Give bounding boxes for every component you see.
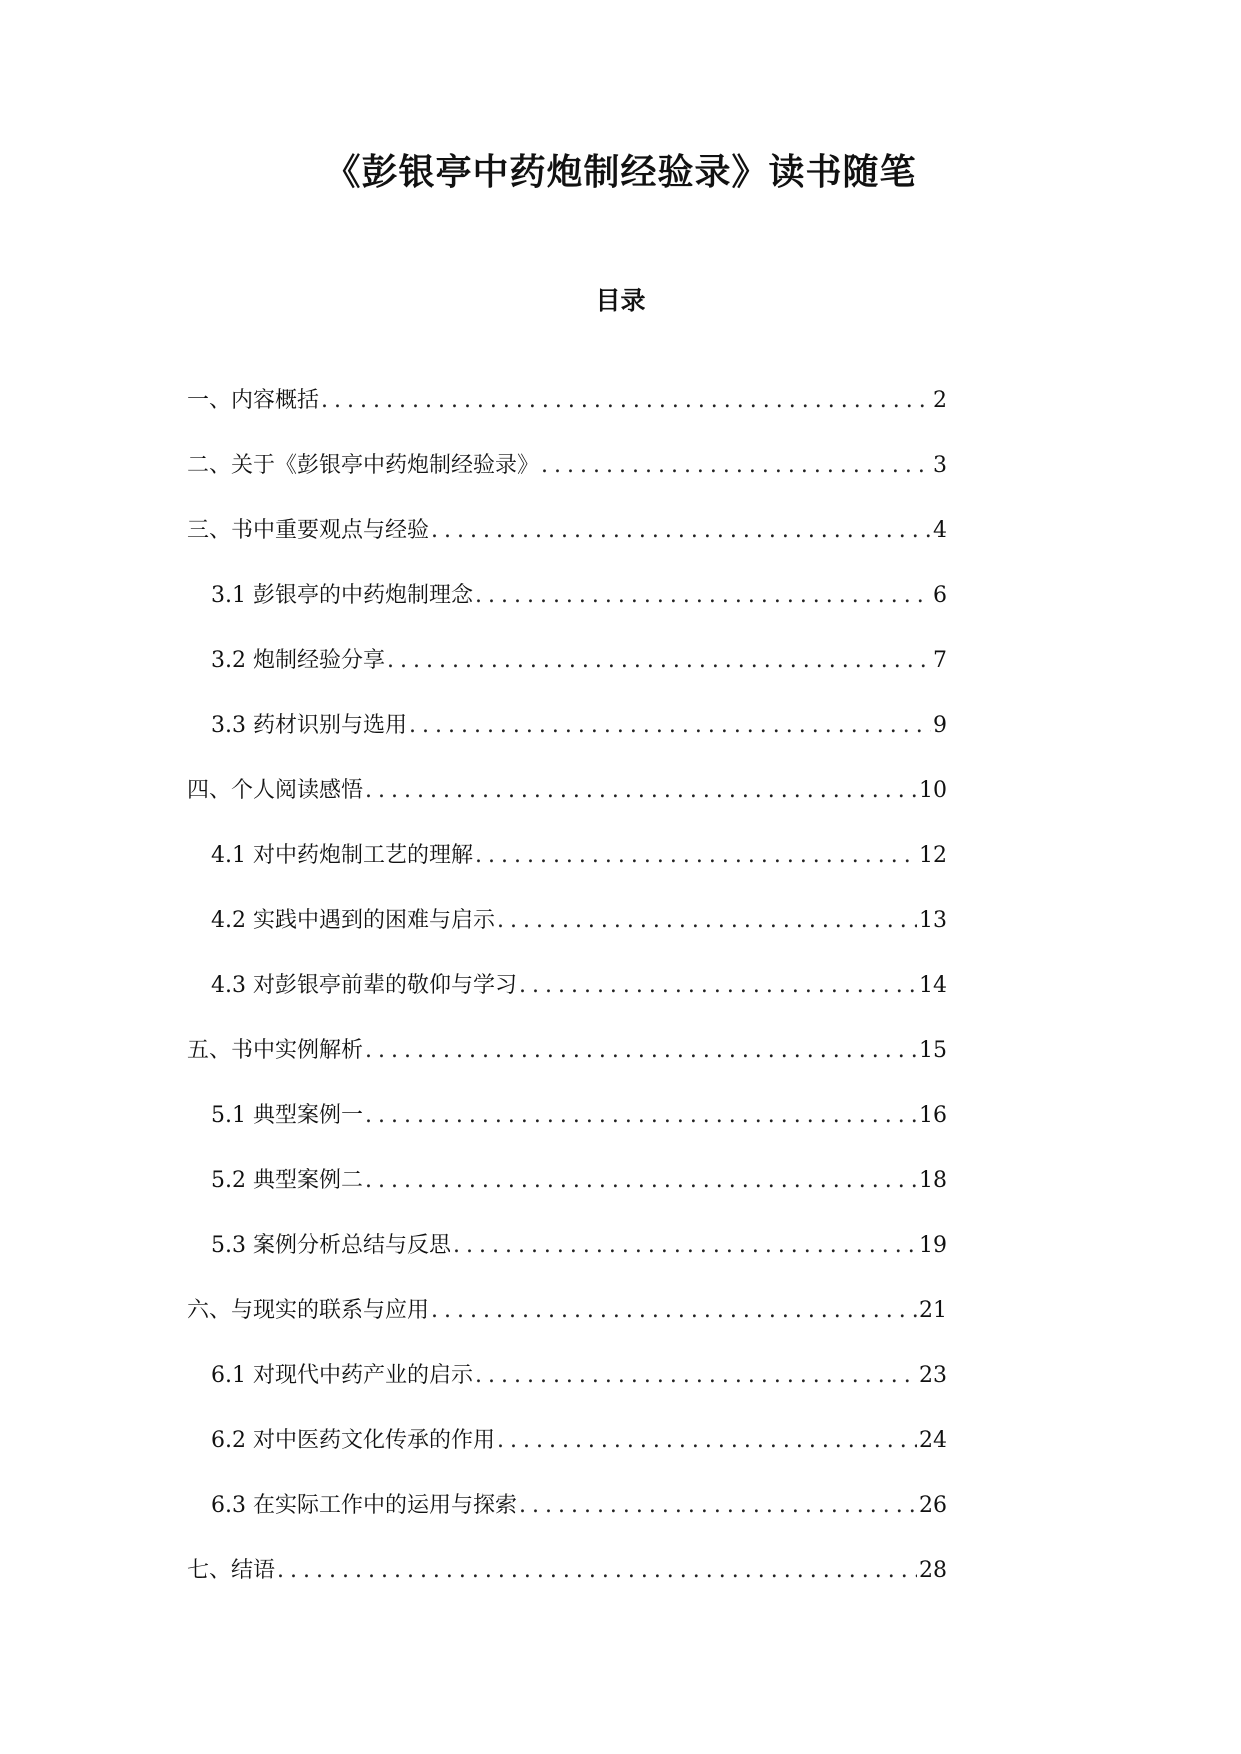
toc-heading: 目录 xyxy=(595,286,646,315)
toc-entry-page: 28 xyxy=(919,1558,947,1583)
toc-dot-leader xyxy=(475,839,917,873)
toc-entry[interactable] xyxy=(187,384,947,449)
toc-entry-label: 三、书中重要观点与经验 xyxy=(187,518,430,543)
toc-dot-leader xyxy=(321,384,931,418)
toc-subentry[interactable] xyxy=(187,644,947,709)
toc-entry-label: 5.2 典型案例二 xyxy=(211,1168,363,1193)
toc-subentry[interactable] xyxy=(187,904,947,969)
toc-entry-page: 18 xyxy=(919,1168,947,1193)
toc-dot-leader xyxy=(409,709,931,743)
toc-dot-leader xyxy=(519,1489,917,1523)
toc-entry-label: 六、与现实的联系与应用 xyxy=(187,1298,430,1323)
table-of-contents xyxy=(187,384,947,1619)
toc-dot-leader xyxy=(497,904,917,938)
toc-entry-label: 五、书中实例解析 xyxy=(187,1038,364,1063)
toc-dot-leader xyxy=(519,969,917,1003)
toc-subentry[interactable] xyxy=(187,1229,947,1294)
toc-entry-page: 2 xyxy=(933,388,947,413)
toc-entry-label: 四、个人阅读感悟 xyxy=(187,778,364,803)
toc-entry-page: 12 xyxy=(919,843,947,868)
toc-entry-page: 21 xyxy=(919,1298,947,1323)
toc-subentry[interactable] xyxy=(187,1359,947,1424)
toc-dot-leader xyxy=(365,1099,917,1133)
toc-entry[interactable] xyxy=(187,1034,947,1099)
toc-entry-label: 3.3 药材识别与选用 xyxy=(211,713,407,738)
toc-entry-page: 19 xyxy=(919,1233,947,1258)
toc-entry-page: 6 xyxy=(933,583,947,608)
toc-entry-page: 9 xyxy=(933,713,947,738)
toc-dot-leader xyxy=(387,644,931,678)
toc-entry-label: 4.3 对彭银亭前辈的敬仰与学习 xyxy=(211,973,517,998)
toc-subentry[interactable] xyxy=(187,969,947,1034)
toc-dot-leader xyxy=(497,1424,917,1458)
toc-subentry[interactable] xyxy=(187,1099,947,1164)
toc-entry-page: 16 xyxy=(919,1103,947,1128)
toc-subentry[interactable] xyxy=(187,579,947,644)
toc-entry-label: 6.1 对现代中药产业的启示 xyxy=(211,1363,473,1388)
toc-subentry[interactable] xyxy=(187,1424,947,1489)
toc-dot-leader xyxy=(365,774,917,808)
toc-entry[interactable] xyxy=(187,1554,947,1619)
toc-entry-page: 26 xyxy=(919,1493,947,1518)
toc-entry-label: 二、关于《彭银亭中药炮制经验录》 xyxy=(187,453,540,478)
toc-entry-label: 3.2 炮制经验分享 xyxy=(211,648,385,673)
toc-entry-page: 23 xyxy=(919,1363,947,1388)
toc-entry-page: 4 xyxy=(933,518,947,543)
toc-dot-leader xyxy=(475,1359,917,1393)
toc-dot-leader xyxy=(475,579,931,613)
toc-dot-leader xyxy=(453,1229,917,1263)
toc-subentry[interactable] xyxy=(187,839,947,904)
toc-entry-label: 七、结语 xyxy=(187,1558,276,1583)
toc-entry-label: 4.1 对中药炮制工艺的理解 xyxy=(211,843,473,868)
toc-dot-leader xyxy=(365,1164,917,1198)
toc-entry-label: 3.1 彭银亭的中药炮制理念 xyxy=(211,583,473,608)
toc-entry[interactable] xyxy=(187,449,947,514)
toc-entry-page: 10 xyxy=(919,778,947,803)
toc-dot-leader xyxy=(541,449,931,483)
toc-entry[interactable] xyxy=(187,1294,947,1359)
toc-entry-page: 24 xyxy=(919,1428,947,1453)
toc-entry-page: 13 xyxy=(919,908,947,933)
toc-subentry[interactable] xyxy=(187,1489,947,1554)
document-title: 《彭银亭中药炮制经验录》读书随笔 xyxy=(324,151,917,193)
toc-entry[interactable] xyxy=(187,514,947,579)
toc-entry[interactable] xyxy=(187,774,947,839)
toc-entry-label: 4.2 实践中遇到的困难与启示 xyxy=(211,908,495,933)
toc-entry-page: 3 xyxy=(933,453,947,478)
toc-subentry[interactable] xyxy=(187,709,947,774)
toc-entry-label: 6.2 对中医药文化传承的作用 xyxy=(211,1428,495,1453)
toc-entry-label: 一、内容概括 xyxy=(187,388,320,413)
toc-entry-page: 7 xyxy=(933,648,947,673)
toc-subentry[interactable] xyxy=(187,1164,947,1229)
toc-entry-label: 6.3 在实际工作中的运用与探索 xyxy=(211,1493,517,1518)
toc-entry-label: 5.3 案例分析总结与反思 xyxy=(211,1233,451,1258)
toc-dot-leader xyxy=(365,1034,917,1068)
toc-dot-leader xyxy=(277,1554,917,1588)
toc-entry-page: 14 xyxy=(919,973,947,998)
toc-entry-label: 5.1 典型案例一 xyxy=(211,1103,363,1128)
toc-entry-page: 15 xyxy=(919,1038,947,1063)
toc-dot-leader xyxy=(431,1294,917,1328)
toc-dot-leader xyxy=(431,514,931,548)
